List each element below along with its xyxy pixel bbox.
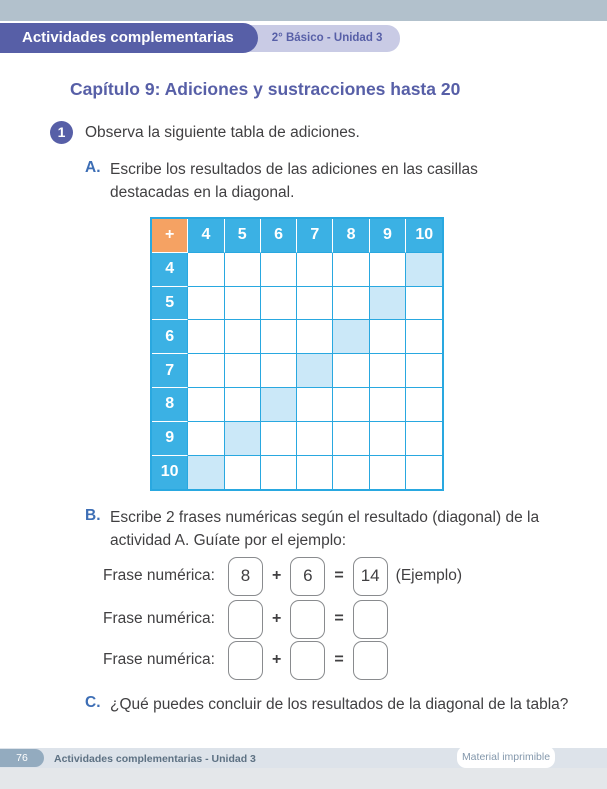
table-cell-diagonal <box>261 388 297 422</box>
section-b-label: B. <box>85 507 101 524</box>
equals-sign: = <box>334 567 344 584</box>
table-cell <box>188 320 224 354</box>
table-col-header: 6 <box>261 219 297 253</box>
table-cell <box>297 388 333 422</box>
table-cell <box>297 422 333 456</box>
table-cell <box>406 354 442 388</box>
table-cell <box>261 422 297 456</box>
table-cell <box>333 456 369 490</box>
table-cell <box>225 456 261 490</box>
result-box: 14 <box>353 557 388 596</box>
table-col-header: 9 <box>370 219 406 253</box>
badge-activities: Actividades complementarias <box>0 23 258 53</box>
table-cell <box>225 320 261 354</box>
addend2-box <box>290 641 325 680</box>
addend2-box: 6 <box>290 557 325 596</box>
table-cell <box>370 456 406 490</box>
table-cell <box>297 287 333 321</box>
table-cell <box>333 253 369 287</box>
section-a <box>85 159 560 204</box>
table-col-header: 7 <box>297 219 333 253</box>
table-cell <box>333 388 369 422</box>
badge-grade-unit: 2° Básico - Unidad 3 <box>242 25 401 52</box>
plus-sign: + <box>271 567 282 584</box>
number-sentence-label: Frase numérica: <box>103 567 215 584</box>
number-sentence-row <box>103 556 462 596</box>
table-cell-diagonal <box>225 422 261 456</box>
addend1-box <box>228 600 263 639</box>
table-cell <box>225 354 261 388</box>
table-cell <box>370 388 406 422</box>
exercise-prompt: Observa la siguiente tabla de adiciones. <box>85 124 360 141</box>
table-cell <box>188 354 224 388</box>
table-cell <box>188 388 224 422</box>
table-cell-diagonal <box>406 253 442 287</box>
table-cell <box>188 287 224 321</box>
table-cell-diagonal <box>297 354 333 388</box>
footer-bottom-band <box>0 768 607 789</box>
table-cell <box>297 456 333 490</box>
table-cell <box>297 320 333 354</box>
plus-sign: + <box>271 610 282 627</box>
table-cell <box>406 287 442 321</box>
table-cell-diagonal <box>188 456 224 490</box>
table-cell-diagonal <box>370 287 406 321</box>
table-row-header: 5 <box>152 287 188 321</box>
number-sentence-row <box>103 640 388 680</box>
addend1-box: 8 <box>228 557 263 596</box>
number-sentence-row <box>103 599 388 639</box>
number-sentence-label: Frase numérica: <box>103 651 215 668</box>
table-cell <box>225 253 261 287</box>
table-cell <box>333 354 369 388</box>
table-plus-cell: + <box>152 219 188 253</box>
table-cell <box>225 388 261 422</box>
table-cell-diagonal <box>333 320 369 354</box>
example-note: (Ejemplo) <box>395 567 462 584</box>
table-cell <box>370 354 406 388</box>
table-cell <box>261 287 297 321</box>
addend1-box <box>228 641 263 680</box>
result-box <box>353 641 388 680</box>
table-cell <box>406 388 442 422</box>
page-title: Capítulo 9: Adiciones y sustracciones hasta 20 <box>70 79 461 99</box>
table-row-header: 4 <box>152 253 188 287</box>
section-c-label: C. <box>85 694 101 711</box>
table-cell <box>406 456 442 490</box>
page-number-badge: 76 <box>0 749 44 767</box>
table-cell <box>261 456 297 490</box>
table-cell <box>188 253 224 287</box>
section-b-text: Escribe 2 frases numéricas según el resultado (diagonal) de la actividad A. Guíate por el ejemplo: <box>110 509 540 549</box>
table-cell <box>261 354 297 388</box>
table-row-header: 10 <box>152 456 188 490</box>
header-badges <box>0 23 400 53</box>
table-cell <box>370 253 406 287</box>
table-cell <box>370 320 406 354</box>
footer-label: Actividades complementarias - Unidad 3 <box>54 753 256 765</box>
table-cell <box>333 287 369 321</box>
exercise-number-badge: 1 <box>50 121 73 144</box>
table-row-header: 8 <box>152 388 188 422</box>
number-sentence-label: Frase numérica: <box>103 610 215 627</box>
table-cell <box>188 422 224 456</box>
table-col-header: 4 <box>188 219 224 253</box>
plus-sign: + <box>271 651 282 668</box>
top-band <box>0 0 607 21</box>
table-cell <box>261 320 297 354</box>
equals-sign: = <box>334 651 344 668</box>
table-row-header: 6 <box>152 320 188 354</box>
table-col-header: 10 <box>406 219 442 253</box>
table-col-header: 5 <box>225 219 261 253</box>
section-a-label: A. <box>85 159 101 176</box>
table-cell <box>406 422 442 456</box>
section-b <box>85 507 595 552</box>
addend2-box <box>290 600 325 639</box>
result-box <box>353 600 388 639</box>
printable-material-button[interactable]: Material imprimible <box>457 746 555 768</box>
table-cell <box>297 253 333 287</box>
table-cell <box>225 287 261 321</box>
section-c-text: ¿Qué puedes concluir de los resultados de la diagonal de la tabla? <box>110 696 569 713</box>
table-col-header: 8 <box>333 219 369 253</box>
table-row-header: 9 <box>152 422 188 456</box>
section-c <box>85 694 570 717</box>
table-cell <box>370 422 406 456</box>
section-a-text: Escribe los resultados de las adiciones en las casillas destacadas en la diagonal. <box>110 161 478 201</box>
table-cell <box>406 320 442 354</box>
equals-sign: = <box>334 610 344 627</box>
table-cell <box>261 253 297 287</box>
table-row-header: 7 <box>152 354 188 388</box>
table-cell <box>333 422 369 456</box>
addition-table <box>150 217 444 491</box>
